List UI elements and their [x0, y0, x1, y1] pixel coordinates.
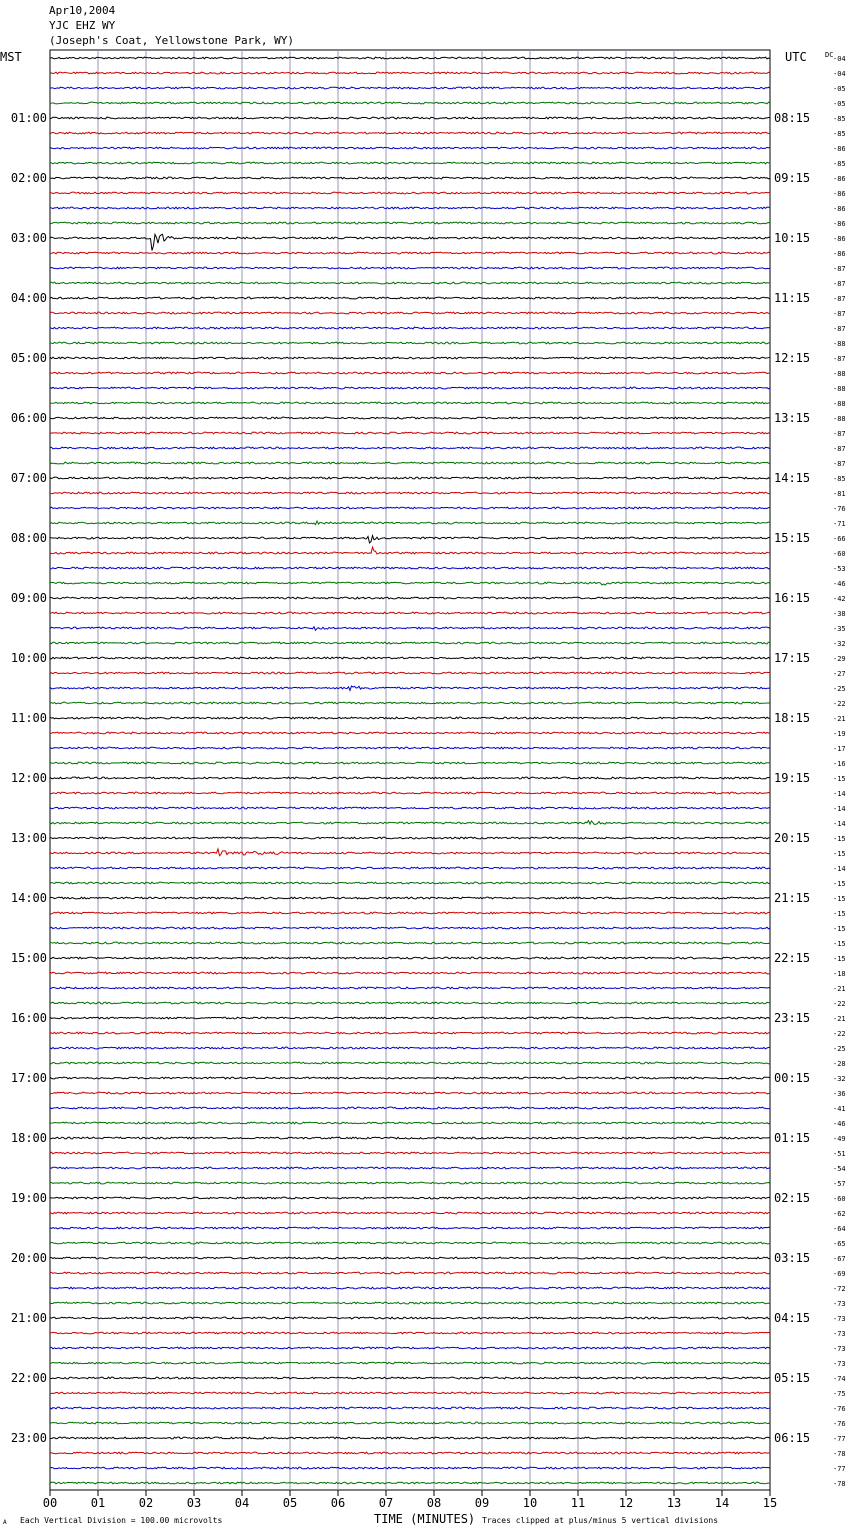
dc-offset-value: -54 — [833, 1165, 846, 1173]
x-tick-label: 06 — [330, 1496, 346, 1510]
dc-offset-value: -86 — [833, 145, 846, 153]
trace-line — [50, 432, 770, 434]
trace-line — [50, 627, 770, 631]
trace-line — [50, 867, 770, 869]
dc-offset-value: -77 — [833, 1435, 846, 1443]
mst-hour-label: 09:00 — [10, 591, 47, 605]
dc-offset-value: -87 — [833, 445, 846, 453]
dc-offset-value: -42 — [833, 595, 846, 603]
dc-offset-value: -85 — [833, 160, 846, 168]
trace-line — [50, 1467, 770, 1469]
trace-line — [50, 1302, 770, 1304]
trace-line — [50, 297, 770, 299]
dc-offset-value: -51 — [833, 1150, 846, 1158]
trace-line — [50, 462, 770, 464]
mst-hour-label: 17:00 — [10, 1071, 47, 1085]
dc-offset-value: -14 — [833, 820, 846, 828]
trace-line — [50, 762, 770, 764]
dc-offset-value: -88 — [833, 370, 846, 378]
utc-hour-label: 22:15 — [774, 951, 811, 965]
mst-hour-label: 19:00 — [10, 1191, 47, 1205]
mst-hour-label: 21:00 — [10, 1311, 47, 1325]
dc-offset-value: -22 — [833, 1030, 846, 1038]
trace-line — [50, 1257, 770, 1259]
mst-hour-label: 16:00 — [10, 1011, 47, 1025]
dc-offset-value: -18 — [833, 970, 846, 978]
trace-line — [50, 1422, 770, 1424]
utc-hour-label: 08:15 — [774, 111, 811, 125]
trace-line — [50, 1452, 770, 1454]
trace-line — [50, 897, 770, 899]
trace-line — [50, 234, 770, 250]
dc-offset-value: -87 — [833, 310, 846, 318]
dc-offset-value: -15 — [833, 940, 846, 948]
dc-offset-value: -87 — [833, 430, 846, 438]
dc-offset-value: -15 — [833, 925, 846, 933]
dc-offset-value: -86 — [833, 190, 846, 198]
mst-hour-label: 11:00 — [10, 711, 47, 725]
utc-hour-label: 05:15 — [774, 1371, 811, 1385]
dc-offset-value: -27 — [833, 670, 846, 678]
trace-line — [50, 521, 770, 525]
dc-offset-value: -78 — [833, 1450, 846, 1458]
trace-line — [50, 536, 770, 543]
trace-line — [50, 1362, 770, 1364]
dc-offset-value: -25 — [833, 1045, 846, 1053]
mst-hour-label: 08:00 — [10, 531, 47, 545]
dc-offset-value: -75 — [833, 1390, 846, 1398]
trace-line — [50, 882, 770, 884]
trace-line — [50, 1437, 770, 1439]
vertical-division-note: Each Vertical Division = 100.00 microvolts — [20, 1516, 223, 1525]
trace-line — [50, 1047, 770, 1049]
dc-offset-value: -73 — [833, 1360, 846, 1368]
dc-offset-value: -60 — [833, 1195, 846, 1203]
trace-line — [50, 1242, 770, 1244]
dc-offset-value: -22 — [833, 700, 846, 708]
dc-offset-value: -86 — [833, 235, 846, 243]
utc-hour-label: 18:15 — [774, 711, 811, 725]
dc-offset-value: -66 — [833, 535, 846, 543]
x-tick-label: 14 — [714, 1496, 730, 1510]
utc-hour-label: 03:15 — [774, 1251, 811, 1265]
dc-offset-value: -76 — [833, 1405, 846, 1413]
mst-hour-label: 01:00 — [10, 111, 47, 125]
dc-offset-value: -73 — [833, 1315, 846, 1323]
utc-hour-label: 14:15 — [774, 471, 811, 485]
utc-hour-label: 19:15 — [774, 771, 811, 785]
dc-offset-value: -87 — [833, 460, 846, 468]
mst-hour-label: 22:00 — [10, 1371, 47, 1385]
trace-line — [50, 1077, 770, 1079]
dc-offset-value: -21 — [833, 1015, 846, 1023]
x-tick-label: 09 — [474, 1496, 490, 1510]
trace-line — [50, 1092, 770, 1094]
dc-offset-value: -04 — [833, 55, 846, 63]
dc-offset-value: -86 — [833, 205, 846, 213]
dc-offset-value: -74 — [833, 1375, 846, 1383]
trace-line — [50, 686, 770, 690]
dc-offset-title: DC — [825, 51, 834, 59]
x-tick-label: 15 — [762, 1496, 778, 1510]
trace-line — [50, 387, 770, 389]
x-tick-label: 12 — [618, 1496, 634, 1510]
clipping-note: Traces clipped at plus/minus 5 vertical divisions — [482, 1516, 719, 1525]
mst-hour-label: 13:00 — [10, 831, 47, 845]
dc-offset-value: -15 — [833, 895, 846, 903]
dc-offset-value: -76 — [833, 505, 846, 513]
utc-hour-label: 13:15 — [774, 411, 811, 425]
dc-offset-value: -32 — [833, 1075, 846, 1083]
trace-line — [50, 792, 770, 794]
dc-offset-value: -41 — [833, 1105, 846, 1113]
dc-offset-value: -05 — [833, 85, 846, 93]
x-tick-label: 13 — [666, 1496, 682, 1510]
trace-line — [50, 162, 770, 164]
trace-line — [50, 492, 770, 494]
x-axis-title: TIME (MINUTES) — [374, 1512, 476, 1526]
dc-offset-value: -15 — [833, 880, 846, 888]
dc-offset-value: -49 — [833, 1135, 846, 1143]
utc-hour-label: 01:15 — [774, 1131, 811, 1145]
mst-hour-label: 04:00 — [10, 291, 47, 305]
trace-line — [50, 1317, 770, 1319]
mst-hour-label: 12:00 — [10, 771, 47, 785]
dc-offset-value: -73 — [833, 1300, 846, 1308]
mst-hour-label: 05:00 — [10, 351, 47, 365]
utc-hour-label: 02:15 — [774, 1191, 811, 1205]
trace-line — [50, 1287, 770, 1289]
trace-line — [50, 1002, 770, 1004]
utc-hour-label: 15:15 — [774, 531, 811, 545]
dc-offset-value: -86 — [833, 220, 846, 228]
trace-line — [50, 957, 770, 959]
dc-offset-value: -64 — [833, 1225, 846, 1233]
trace-line — [50, 222, 770, 224]
trace-line — [50, 177, 770, 179]
trace-line — [50, 1062, 770, 1064]
utc-hour-label: 17:15 — [774, 651, 811, 665]
dc-offset-value: -15 — [833, 955, 846, 963]
dc-offset-value: -60 — [833, 550, 846, 558]
x-tick-label: 02 — [138, 1496, 154, 1510]
trace-line — [50, 417, 770, 419]
trace-line — [50, 1182, 770, 1184]
utc-hour-label: 06:15 — [774, 1431, 811, 1445]
dc-offset-value: -85 — [833, 475, 846, 483]
dc-offset-value: -35 — [833, 625, 846, 633]
dc-offset-value: -28 — [833, 1060, 846, 1068]
utc-hour-label: 00:15 — [774, 1071, 811, 1085]
dc-offset-value: -53 — [833, 565, 846, 573]
dc-offset-value: -88 — [833, 415, 846, 423]
dc-offset-value: -86 — [833, 175, 846, 183]
dc-offset-value: -16 — [833, 760, 846, 768]
trace-line — [50, 849, 770, 856]
mst-axis-title: MST — [0, 50, 22, 64]
dc-offset-value: -78 — [833, 1480, 846, 1488]
dc-offset-value: -88 — [833, 385, 846, 393]
dc-offset-value: -15 — [833, 835, 846, 843]
utc-hour-label: 16:15 — [774, 591, 811, 605]
dc-offset-value: -21 — [833, 715, 846, 723]
x-tick-label: 04 — [234, 1496, 250, 1510]
trace-line — [50, 732, 770, 734]
dc-offset-value: -46 — [833, 1120, 846, 1128]
trace-line — [50, 507, 770, 509]
trace-line — [50, 147, 770, 149]
dc-offset-value: -36 — [833, 1090, 846, 1098]
utc-hour-label: 11:15 — [774, 291, 811, 305]
dc-offset-value: -87 — [833, 265, 846, 273]
trace-line — [50, 942, 770, 944]
x-tick-label: 07 — [378, 1496, 394, 1510]
trace-line — [50, 117, 770, 119]
mst-hour-label: 02:00 — [10, 171, 47, 185]
dc-offset-value: -86 — [833, 250, 846, 258]
dc-offset-value: -21 — [833, 985, 846, 993]
trace-line — [50, 927, 770, 929]
dc-offset-value: -14 — [833, 805, 846, 813]
dc-offset-value: -19 — [833, 730, 846, 738]
trace-line — [50, 1197, 770, 1199]
trace-line — [50, 597, 770, 599]
trace-line — [50, 252, 770, 254]
trace-line — [50, 1122, 770, 1124]
station-code: YJC EHZ WY — [49, 19, 116, 32]
trace-line — [50, 312, 770, 314]
trace-line — [50, 1167, 770, 1169]
mst-hour-label: 07:00 — [10, 471, 47, 485]
dc-offset-value: -38 — [833, 610, 846, 618]
dc-offset-value: -17 — [833, 745, 846, 753]
dc-offset-value: -87 — [833, 355, 846, 363]
x-tick-label: 01 — [90, 1496, 106, 1510]
dc-offset-value: -22 — [833, 1000, 846, 1008]
utc-hour-label: 23:15 — [774, 1011, 811, 1025]
dc-offset-value: -77 — [833, 1465, 846, 1473]
x-tick-label: 08 — [426, 1496, 442, 1510]
trace-line — [50, 132, 770, 134]
trace-line — [50, 87, 770, 89]
trace-line — [50, 1107, 770, 1109]
trace-line — [50, 1347, 770, 1349]
dc-offset-value: -73 — [833, 1345, 846, 1353]
station-location: (Joseph's Coat, Yellowstone Park, WY) — [49, 34, 295, 47]
trace-line — [50, 1482, 770, 1484]
utc-hour-label: 09:15 — [774, 171, 811, 185]
x-tick-label: 05 — [282, 1496, 298, 1510]
mst-hour-label: 23:00 — [10, 1431, 47, 1445]
dc-offset-value: -15 — [833, 850, 846, 858]
dc-offset-value: -81 — [833, 490, 846, 498]
dc-offset-value: -88 — [833, 340, 846, 348]
x-tick-label: 10 — [522, 1496, 538, 1510]
trace-line — [50, 837, 770, 839]
dc-offset-value: -88 — [833, 400, 846, 408]
trace-line — [50, 1032, 770, 1034]
x-tick-label: 11 — [570, 1496, 586, 1510]
x-tick-label: 00 — [42, 1496, 58, 1510]
dc-offset-value: -46 — [833, 580, 846, 588]
dc-offset-value: -14 — [833, 865, 846, 873]
trace-line — [50, 642, 770, 644]
trace-line — [50, 342, 770, 344]
trace-line — [50, 702, 770, 704]
trace-line — [50, 357, 770, 359]
trace-line — [50, 207, 770, 209]
utc-hour-label: 10:15 — [774, 231, 811, 245]
trace-line — [50, 547, 770, 554]
mst-hour-label: 03:00 — [10, 231, 47, 245]
mst-hour-label: 14:00 — [10, 891, 47, 905]
trace-line — [50, 327, 770, 329]
trace-line — [50, 987, 770, 989]
dc-offset-value: -71 — [833, 520, 846, 528]
trace-line — [50, 447, 770, 449]
trace-line — [50, 1272, 770, 1274]
corner-mark: A — [3, 1519, 7, 1526]
trace-line — [50, 821, 770, 825]
mst-hour-label: 10:00 — [10, 651, 47, 665]
dc-offset-value: -85 — [833, 115, 846, 123]
trace-line — [50, 972, 770, 974]
dc-offset-value: -72 — [833, 1285, 846, 1293]
trace-line — [50, 72, 770, 74]
dc-offset-value: -25 — [833, 685, 846, 693]
trace-line — [50, 192, 770, 194]
trace-line — [50, 747, 770, 749]
trace-line — [50, 1227, 770, 1229]
trace-line — [50, 57, 770, 59]
utc-hour-label: 12:15 — [774, 351, 811, 365]
trace-line — [50, 477, 770, 479]
utc-axis-title: UTC — [785, 50, 807, 64]
dc-offset-value: -87 — [833, 280, 846, 288]
utc-hour-label: 21:15 — [774, 891, 811, 905]
dc-offset-value: -85 — [833, 130, 846, 138]
dc-offset-value: -69 — [833, 1270, 846, 1278]
mst-hour-label: 18:00 — [10, 1131, 47, 1145]
trace-line — [50, 777, 770, 779]
dc-offset-value: -57 — [833, 1180, 846, 1188]
trace-line — [50, 807, 770, 809]
trace-line — [50, 1332, 770, 1334]
trace-line — [50, 1407, 770, 1409]
plot-frame — [50, 50, 770, 1490]
dc-offset-value: -65 — [833, 1240, 846, 1248]
trace-line — [50, 1137, 770, 1139]
trace-line — [50, 1392, 770, 1394]
trace-line — [50, 1152, 770, 1154]
dc-offset-value: -87 — [833, 295, 846, 303]
trace-line — [50, 372, 770, 374]
dc-offset-value: -62 — [833, 1210, 846, 1218]
trace-line — [50, 282, 770, 284]
mst-hour-label: 20:00 — [10, 1251, 47, 1265]
dc-offset-value: -67 — [833, 1255, 846, 1263]
trace-line — [50, 1377, 770, 1379]
trace-line — [50, 1017, 770, 1019]
trace-line — [50, 612, 770, 614]
x-tick-label: 03 — [186, 1496, 202, 1510]
trace-line — [50, 912, 770, 914]
trace-line — [50, 567, 770, 569]
dc-offset-value: -29 — [833, 655, 846, 663]
dc-offset-value: -04 — [833, 70, 846, 78]
trace-line — [50, 1212, 770, 1214]
trace-line — [50, 717, 770, 719]
mst-hour-label: 06:00 — [10, 411, 47, 425]
trace-line — [50, 582, 770, 585]
dc-offset-value: -32 — [833, 640, 846, 648]
trace-line — [50, 402, 770, 404]
trace-line — [50, 102, 770, 104]
utc-hour-label: 20:15 — [774, 831, 811, 845]
dc-offset-value: -73 — [833, 1330, 846, 1338]
trace-line — [50, 267, 770, 269]
dc-offset-value: -15 — [833, 775, 846, 783]
mst-hour-label: 15:00 — [10, 951, 47, 965]
trace-line — [50, 672, 770, 674]
dc-offset-value: -14 — [833, 790, 846, 798]
dc-offset-value: -87 — [833, 325, 846, 333]
dc-offset-value: -15 — [833, 910, 846, 918]
trace-line — [50, 657, 770, 659]
dc-offset-value: -05 — [833, 100, 846, 108]
plot-date: Apr10,2004 — [49, 4, 116, 17]
dc-offset-value: -76 — [833, 1420, 846, 1428]
utc-hour-label: 04:15 — [774, 1311, 811, 1325]
